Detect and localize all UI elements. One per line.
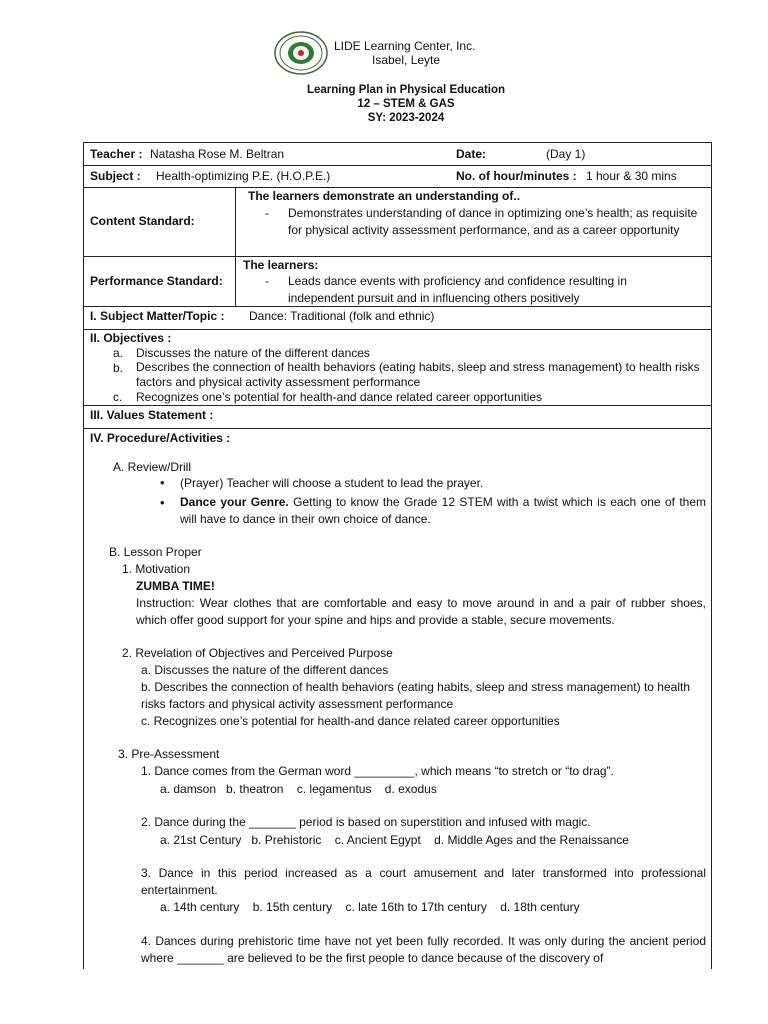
procedure-label: IV. Procedure/Activities : — [90, 431, 231, 445]
values-label: III. Values Statement : — [90, 408, 214, 422]
revelation-item: c. Recognizes one’s potential for health-and dance related career opportunities — [141, 714, 560, 728]
row-divider — [83, 428, 712, 429]
row-divider — [83, 329, 712, 330]
subject-value: Health-optimizing P.E. (H.O.P.E.) — [156, 169, 331, 183]
revelation-heading: 2. Revelation of Objectives and Perceived Purpose — [122, 646, 393, 660]
question-choices: a. damson b. theatron c. legamentus d. exodus — [160, 782, 437, 796]
row-divider — [83, 405, 712, 406]
objective-letter: c. — [113, 390, 123, 404]
content-standard-intro: The learners demonstrate an understanding of.. — [248, 189, 521, 203]
hours-value: 1 hour & 30 mins — [586, 169, 677, 183]
revelation-item: b. Describes the connection of health behaviors (eating habits, sleep and stress management) to health risks factors and physical activity assessment performance — [141, 680, 690, 711]
school-seal-logo — [274, 31, 328, 75]
date-value: (Day 1) — [546, 147, 586, 161]
subject-label: Subject : — [90, 169, 141, 183]
preassessment-heading: 3. Pre-Assessment — [118, 747, 220, 761]
motivation-instruction: Instruction: Wear clothes that are comfortable and easy to move around in and a pair of rubber shoes, which offer good support for your spine and hips and provide a stable, secure movements. — [136, 596, 706, 627]
objective-letter: a. — [113, 346, 124, 360]
hours-label: No. of hour/minutes : — [456, 169, 577, 183]
teacher-label: Teacher : — [90, 147, 143, 161]
row-divider — [83, 165, 712, 166]
column-divider — [235, 187, 236, 306]
plan-title: Learning Plan in Physical Education — [306, 84, 506, 96]
content-standard-label: Content Standard: — [90, 214, 195, 228]
grade-strand: 12 – STEM & GAS — [357, 98, 455, 110]
review-heading: A. Review/Drill — [113, 460, 192, 474]
objective-letter: b. — [113, 361, 124, 375]
zumba-title: ZUMBA TIME! — [136, 579, 215, 593]
review-bullet: • (Prayer) Teacher will choose a student to lead the prayer. — [180, 475, 483, 491]
dance-genre-text: Getting to know the Grade 12 STEM with a twist which is each one of them will have to dance in their own choice of dance. — [180, 495, 706, 526]
motivation-heading: 1. Motivation — [122, 562, 191, 576]
objective-text: Discusses the nature of the different dances — [136, 346, 370, 360]
question-choices: a. 14th century b. 15th century c. late 16th to 17th century d. 18th century — [160, 900, 580, 914]
objective-text: Describes the connection of health behaviors (eating habits, sleep and stress management) to health risks factors and physical activity assessment performance — [136, 360, 700, 389]
revelation-item: a. Discusses the nature of the different dances — [141, 663, 389, 677]
dash-marker: - — [265, 274, 269, 288]
performance-standard-label: Performance Standard: — [90, 274, 223, 288]
question: 4. Dances during prehistoric time have not yet been fully recorded. It was only during the ancient period where _______ are believed to be the first people to dance because of the discovery of — [141, 934, 706, 965]
dance-genre-title: Dance your Genre. — [180, 495, 289, 509]
school-year: SY: 2023-2024 — [367, 112, 445, 124]
dash-marker: - — [265, 206, 269, 220]
question: 1. Dance comes from the German word _________, which means “to stretch or “to drag”. — [141, 764, 614, 778]
performance-standard-intro: The learners: — [243, 258, 319, 272]
question: 3. Dance in this period increased as a court amusement and later transformed into professional entertainment. — [141, 866, 706, 897]
lesson-proper-heading: B. Lesson Proper — [109, 545, 202, 559]
subject-matter-value: Dance: Traditional (folk and ethnic) — [249, 309, 435, 323]
review-bullet — [180, 494, 706, 528]
organization-location: Isabel, Leyte — [372, 53, 441, 67]
performance-standard-text: Leads dance events with proficiency and confidence resulting in independent pursuit and in influencing others positively — [288, 274, 627, 305]
content-standard-text: Demonstrates understanding of dance in optimizing one’s health; as requisite for physical activity assessment performance, and as a career opportunity — [288, 206, 698, 237]
row-divider — [83, 306, 712, 307]
question: 2. Dance during the _______ period is based on superstition and infused with magic. — [141, 815, 591, 829]
objectives-label: II. Objectives : — [90, 331, 172, 345]
subject-matter-label: I. Subject Matter/Topic : — [90, 309, 225, 323]
date-label: Date: — [456, 147, 487, 161]
row-divider — [83, 256, 712, 257]
teacher-value: Natasha Rose M. Beltran — [150, 147, 285, 161]
objective-text: Recognizes one’s potential for health-and dance related career opportunities — [136, 390, 543, 404]
organization-name: LIDE Learning Center, Inc. — [334, 39, 476, 53]
question-choices: a. 21st Century b. Prehistoric c. Ancient Egypt d. Middle Ages and the Renaissance — [160, 833, 629, 847]
